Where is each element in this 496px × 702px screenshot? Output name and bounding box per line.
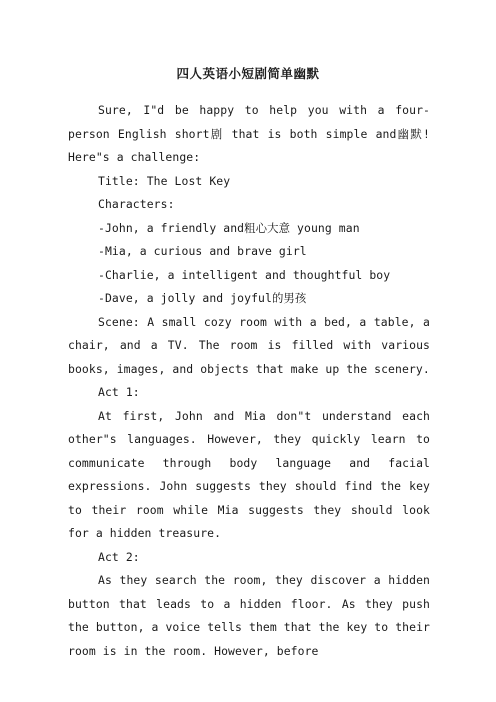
act-2-heading: Act 2: <box>98 549 140 564</box>
character-dave: -Dave, a jolly and joyful的男孩 <box>98 291 307 305</box>
act-1-paragraph: At first, John and Mia don"t understand each other"s languages. However, they quickly learn to communicate through body language and facial expressions. John suggests they should find the key to their room while Mia suggests they should look for a hidden treasure. <box>68 408 430 540</box>
characters-heading: Characters: <box>98 197 175 211</box>
document-title: 四人英语小短剧简单幽默 <box>176 66 320 81</box>
character-charlie: -Charlie, a intelligent and thoughtful boy <box>98 267 391 282</box>
scene-paragraph: Scene: A small cozy room with a bed, a table, a chair, and a TV. The room is filled with various books, images, and objects that make up the scenery. <box>68 314 430 376</box>
act-2-paragraph: As they search the room, they discover a hidden button that leads to a hidden floor. As they push the button, a voice tells them that the key to their room is in the room. However, before <box>68 573 430 658</box>
intro-paragraph: Sure, I"d be happy to help you with a four-person English short剧 that is both simple and幽默! Here"s a challenge: <box>68 103 430 164</box>
play-title-line: Title: The Lost Key <box>98 173 231 188</box>
act-1-heading: Act 1: <box>98 385 140 399</box>
character-john: -John, a friendly and粗心大意 young man <box>98 220 360 235</box>
character-mia: -Mia, a curious and brave girl <box>98 244 307 258</box>
document-body <box>68 99 430 663</box>
